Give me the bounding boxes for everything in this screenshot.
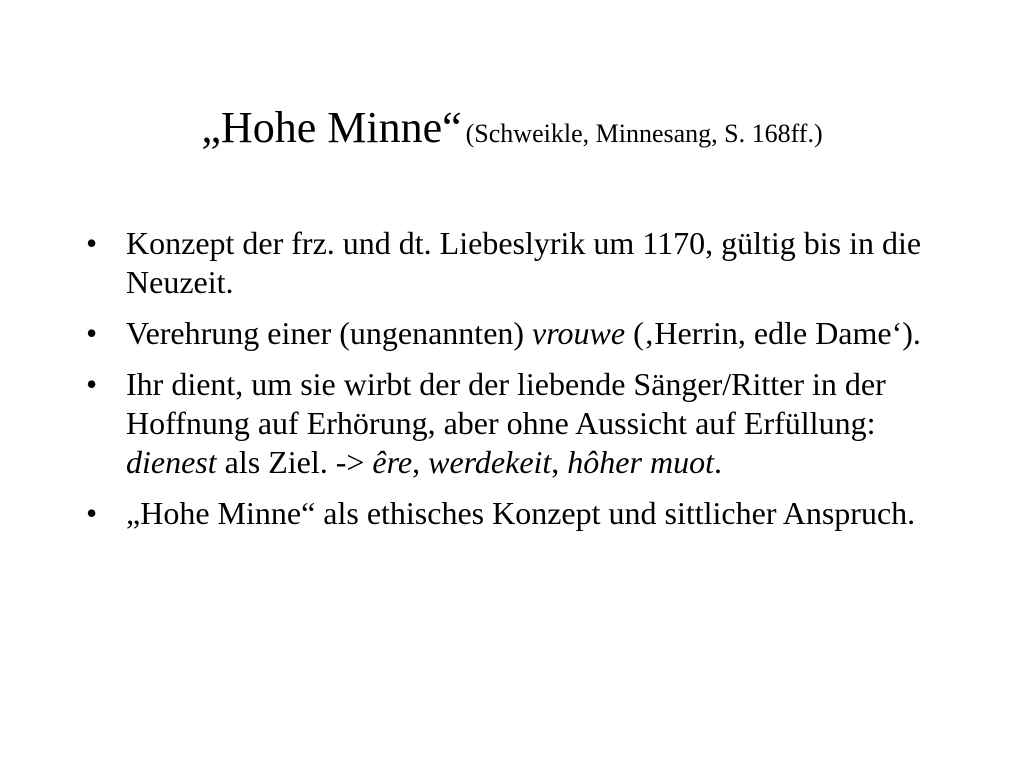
bullet-list — [86, 224, 966, 545]
bullet-text-italic: werdekeit — [428, 444, 552, 480]
bullet-text-segment: Verehrung einer (ungenannten) — [126, 315, 533, 351]
bullet-text — [126, 495, 915, 531]
bullet-item — [86, 314, 966, 353]
bullet-marker: • — [86, 225, 98, 261]
bullet-text-segment: (‚Herrin, edle Dame‘). — [625, 315, 921, 351]
bullet-item — [86, 494, 966, 533]
bullet-text-segment: Ihr dient, um sie wirbt der der liebende Sänger/Ritter in der Hoffnung auf Erhörung, aber ohne Aussicht auf Erfüllung: — [126, 366, 886, 441]
bullet-text — [126, 225, 921, 300]
bullet-text-italic: hôher muot — [567, 444, 714, 480]
bullet-text-segment: Konzept der frz. und dt. Liebeslyrik um 1170, gültig bis in die Neuzeit. — [126, 225, 922, 300]
bullet-text-italic: dienest — [126, 444, 217, 480]
bullet-item — [86, 365, 966, 482]
bullet-text — [126, 315, 921, 351]
slide-title-main: „Hohe Minne“ — [201, 103, 462, 152]
slide-title — [0, 104, 1024, 152]
bullet-marker: • — [86, 366, 98, 402]
bullet-text-segment: , — [551, 444, 568, 480]
bullet-marker: • — [86, 315, 98, 351]
bullet-marker: • — [86, 495, 98, 531]
slide-title-source: (Schweikle, Minnesang, S. 168ff.) — [465, 119, 823, 148]
bullet-text-segment: , — [412, 444, 429, 480]
bullet-item — [86, 224, 966, 302]
bullet-text-segment: „Hohe Minne“ als ethisches Konzept und sittlicher Anspruch. — [126, 495, 916, 531]
bullet-text-segment: als Ziel. -> — [216, 444, 373, 480]
bullet-text-segment: . — [713, 444, 722, 480]
bullet-text-italic: vrouwe — [532, 315, 626, 351]
bullet-text-italic: êre — [372, 444, 413, 480]
bullet-text — [126, 366, 886, 480]
